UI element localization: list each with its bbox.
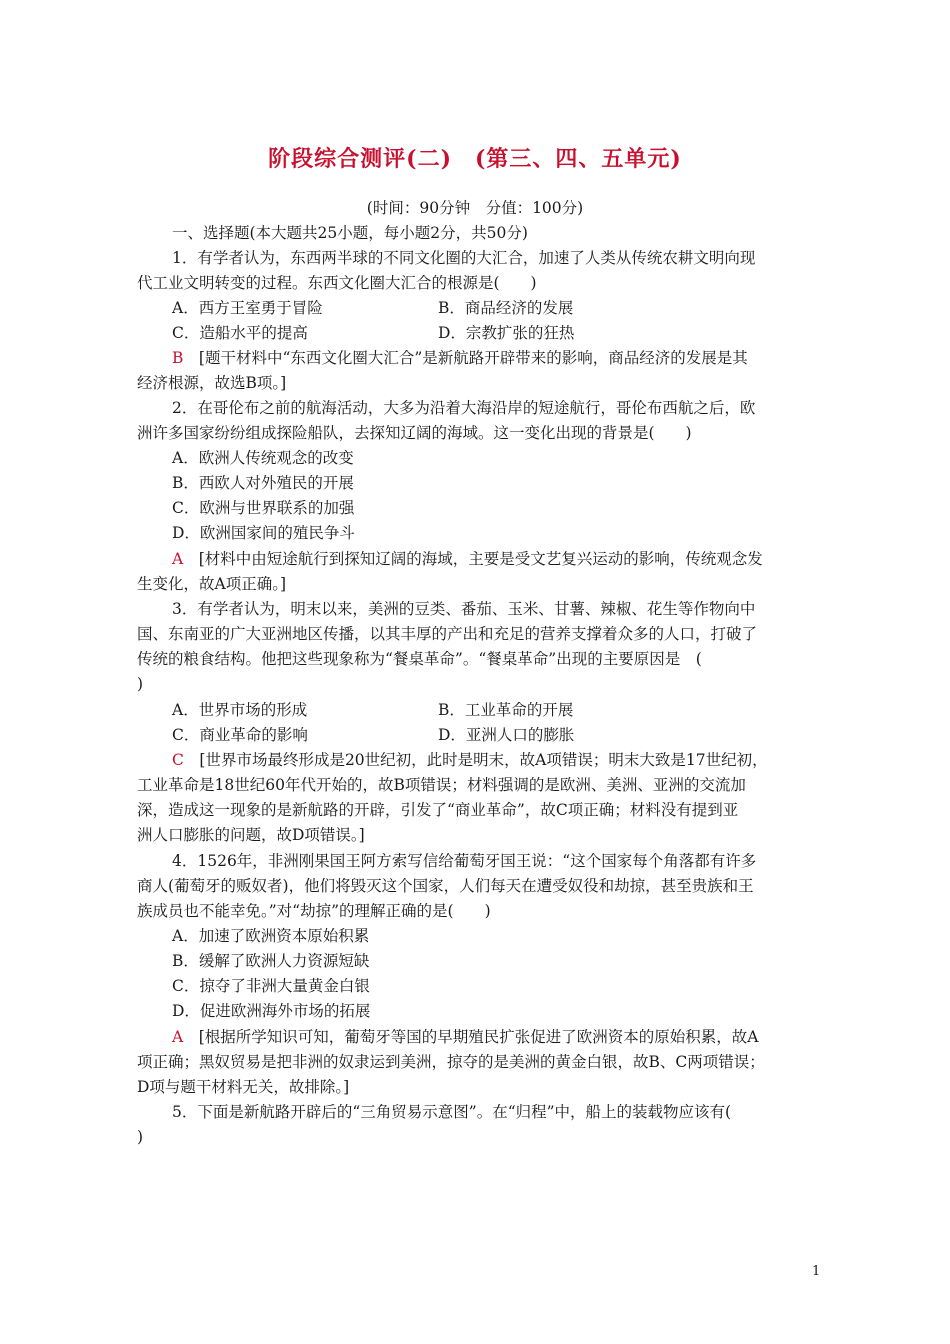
q2-stem-line-1: 2．在哥伦布之前的航海活动，大多为沿着大海沿岸的短途航行，哥伦布西航之后，欧	[172, 399, 756, 417]
q4-explanation-line-2: 项正确；黑奴贸易是把非洲的奴隶运到美洲，掠夺的是美洲的黄金白银，故B、C两项错误；	[137, 1053, 765, 1071]
page-number: 1	[812, 1264, 821, 1279]
q4-stem-line-1: 4．1526年，非洲刚果国王阿方索写信给葡萄牙国王说：“这个国家每个角落都有许多	[172, 852, 757, 870]
q1-option-b: B．商品经济的发展	[438, 299, 574, 317]
q3-stem-line-2: 国、东南亚的广大亚洲地区传播，以其丰厚的产出和充足的营养支撑着众多的人口，打破了	[137, 625, 758, 643]
q2-explanation-line-2: 生变化，故A项正确。]	[137, 575, 286, 593]
q4-option-a: A．加速了欧洲资本原始积累	[172, 927, 370, 945]
q3-stem-line-1: 3．有学者认为，明末以来，美洲的豆类、番茄、玉米、甘薯、辣椒、花生等作物向中	[172, 600, 756, 618]
q4-answer: A	[172, 1028, 184, 1046]
q3-answer: C	[172, 751, 184, 769]
section-heading: 一、选择题(本大题共25小题，每小题2分，共50分)	[172, 224, 528, 242]
q1-explanation-line-2: 经济根源，故选B项。]	[137, 374, 287, 392]
q4-explanation-line-3: D项与题干材料无关，故排除。]	[137, 1078, 350, 1096]
q3-explanation-line-4: 洲人口膨胀的问题，故D项错误。]	[137, 826, 365, 844]
q3-stem-line-4: )	[137, 675, 144, 693]
q4-option-c: C．掠夺了非洲大量黄金白银	[172, 977, 370, 995]
page-title: 阶段综合测评(二) (第三、四、五单元)	[268, 146, 682, 172]
q4-option-b: B．缓解了欧洲人力资源短缺	[172, 952, 370, 970]
q4-stem-line-3: 族成员也不能幸免。”对“劫掠”的理解正确的是( )	[137, 902, 491, 920]
q1-stem-line-1: 1．有学者认为，东西两半球的不同文化圈的大汇合，加速了人类从传统农耕文明向现	[172, 249, 756, 267]
q5-stem-line-1: 5．下面是新航路开辟后的“三角贸易示意图”。在“归程”中，船上的装载物应该有(	[172, 1103, 732, 1121]
q3-option-a: A．世界市场的形成	[172, 701, 308, 719]
q2-stem-line-2: 洲许多国家纷纷组成探险船队，去探知辽阔的海域。这一变化出现的背景是( )	[137, 424, 692, 442]
q2-option-d: D．欧洲国家间的殖民争斗	[172, 524, 355, 542]
q3-explanation-line-2: 工业革命是18世纪60年代开始的，故B项错误；材料强调的是欧洲、美洲、亚洲的交流加	[137, 776, 746, 794]
q1-answer: B	[172, 349, 184, 367]
q4-explanation-line-1: A [根据所学知识可知，葡萄牙等国的早期殖民扩张促进了欧洲资本的原始积累，故A	[172, 1028, 759, 1046]
q1-option-d: D．宗教扩张的狂热	[438, 324, 575, 342]
q2-option-b: B．西欧人对外殖民的开展	[172, 474, 354, 492]
q2-explanation-line-1: A [材料中由短途航行到探知辽阔的海域，主要是受文艺复兴运动的影响，传统观念发	[172, 550, 763, 568]
q2-option-c: C．欧洲与世界联系的加强	[172, 499, 355, 517]
q1-stem-line-2: 代工业文明转变的过程。东西文化圈大汇合的根源是( )	[137, 274, 537, 292]
q1-explanation-line-1: B [题干材料中“东西文化圈大汇合”是新航路开辟带来的影响，商品经济的发展是其	[172, 349, 748, 367]
q5-stem-line-2: )	[137, 1128, 144, 1146]
q3-explanation-line-1: C [世界市场最终形成是20世纪初，此时是明末，故A项错误；明末大致是17世纪初，	[172, 751, 768, 769]
q3-option-c: C．商业革命的影响	[172, 726, 308, 744]
q3-stem-line-3: 传统的粮食结构。他把这些现象称为“餐桌革命”。“餐桌革命”出现的主要原因是 (	[137, 650, 702, 668]
exam-meta: (时间：90分钟 分值：100分)	[366, 199, 584, 217]
q1-option-c: C．造船水平的提高	[172, 324, 308, 342]
q4-stem-line-2: 商人(葡萄牙的贩奴者)，他们将毁灭这个国家，人们每天在遭受奴役和劫掠，甚至贵族和王	[137, 877, 754, 895]
q4-option-d: D．促进欧洲海外市场的拓展	[172, 1002, 371, 1020]
q3-option-d: D．亚洲人口的膨胀	[438, 726, 575, 744]
q2-answer: A	[172, 550, 184, 568]
q1-option-a: A．西方王室勇于冒险	[172, 299, 323, 317]
q3-option-b: B．工业革命的开展	[438, 701, 574, 719]
q2-option-a: A．欧洲人传统观念的改变	[172, 449, 354, 467]
q3-explanation-line-3: 深，造成这一现象的是新航路的开辟，引发了“商业革命”，故C项正确；材料没有提到亚	[137, 801, 739, 819]
